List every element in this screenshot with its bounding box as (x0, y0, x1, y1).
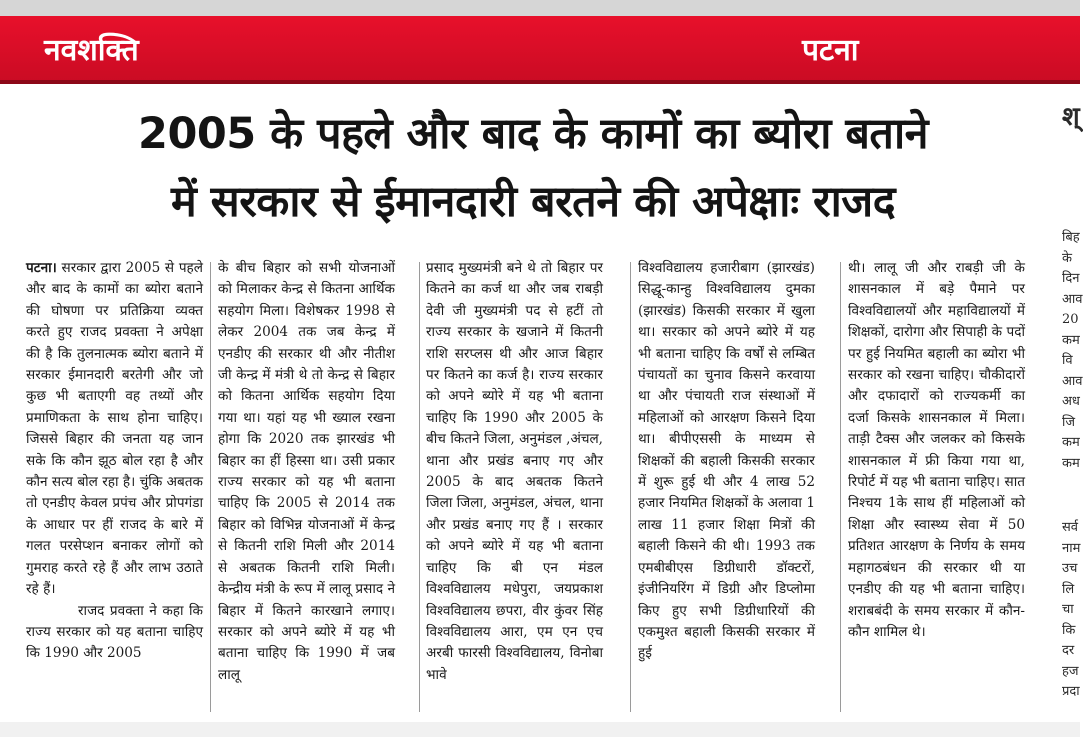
fragment-line: चा (1062, 602, 1074, 617)
article-body (26, 258, 1041, 713)
paragraph: के बीच बिहार को सभी योजनाओं को मिलाकर केन्द्र से कितना आर्थिक सहयोग मिला। विशेषकर 1998 से लेकर 2004 तक जब केन्द्र में एनडीए की सरकार थी और नीतीश जी केन्द्र में मंत्री थे तो केन्द्र से बिहार को कितना आर्थिक सहयोग दिया गया था। यहां यह भी ख्याल रखना होगा कि 2020 तक झारखंड भी बिहार का हीं हिस्सा था। उसी प्रकार राज्य सरकार को यह भी बताना चाहिए कि 2005 से 2014 तक बिहार को विभिन्न योजनाओं में केन्द्र से कितनी राशि मिली और 2014 से अबतक कितनी राशि मिली। केन्द्रीय मंत्री के रूप में लालू प्रसाद ने बिहार में कितने कारखाने लगाए। सरकार को अपने ब्योरे में यह भी बताना चाहिए कि 1990 में जब लालू (218, 260, 395, 683)
fragment-line: आव (1062, 373, 1083, 389)
fragment-line: सर्व (1062, 520, 1079, 535)
headline-line-2: में सरकार से ईमानदारी बरतने की अपेक्षाः राजद (170, 177, 896, 227)
fragment-gap (1062, 474, 1080, 518)
article-column-3 (426, 258, 603, 713)
fragment-line: दर (1062, 643, 1075, 658)
fragment-line: हज (1062, 663, 1079, 679)
page-bottom-band (0, 722, 1080, 737)
section-city: पटना (802, 33, 859, 68)
fragment-line: कम (1062, 435, 1080, 450)
fragment-line: प्रदा (1062, 684, 1080, 699)
fragment-line: अध (1062, 394, 1080, 409)
headline (18, 100, 1048, 236)
headline-line-1: 2005 के पहले और बाद के कामों का ब्योरा बताने (138, 109, 928, 159)
article-column-5 (848, 258, 1025, 713)
fragment-line: लि (1062, 581, 1075, 597)
paragraph: थी। लालू जी और राबड़ी जी के शासनकाल में बड़े पैमाने पर विश्वविद्यालयों और महाविद्यालयों में शिक्षकों, दारोगा और सिपाही के पदों पर हुई नियमित बहाली का ब्योरा भी सरकार को रखना चाहिए। चौकीदारों और दफादारों को राज्यकर्मी का दर्जा किसके शासनकाल में मिला। ताड़ी टैक्स और जलकर को किसके शासनकाल में फ्री किया गया था, रिपोर्ट में यह भी बताना चाहिए। सात निश्चय 1के साथ हीं महिलाओं को शिक्षा और स्वास्थ्य सेवा में 50 प्रतिशत आरक्षण के निर्णय के समय महागठबंधन की सरकार थी या एनडीए की यह भी बताना चाहिए। शराबबंदी के समय सरकार में कौन-कौन शामिल थे। (848, 260, 1025, 640)
fragment-line: नाम (1062, 540, 1081, 556)
fragment-line: कम (1062, 455, 1080, 471)
top-border (0, 0, 1080, 16)
adjacent-article-fragment (1062, 84, 1083, 724)
fragment-line: कम (1062, 332, 1080, 348)
adjacent-heading: श् (1062, 102, 1080, 132)
fragment-line: आव (1062, 291, 1083, 307)
fragment-line: कि (1062, 622, 1076, 638)
paragraph: विश्वविद्यालय हजारीबाग (झारखंड) सिद्धू-कान्हु विश्वविद्यालय दुमका (झारखंड) किसकी सरकार में खुला था। सरकार को अपने ब्योरे में यह भी बताना चाहिए कि वर्षों से लम्बित पंचायतों का चुनाव किसने करवाया था और पंचायती राज संस्थाओं में महिलाओं को आरक्षण किसने दिया था। बीपीएससी के माध्यम से शिक्षकों की बहाली किसकी सरकार में शुरू हुई थी और 4 लाख 52 हजार नियमित शिक्षकों के अलावा 1 लाख 11 हजार शिक्षा मित्रों की बहाली किसने की थी। 1993 तक एमबीबीएस डिग्रीधारी डॉक्टरों, इंजीनियरिंग में डिग्री और डिप्लोमा किए हुए सभी डिग्रीधारियों की एकमुश्त बहाली किसकी सरकार में हुई (638, 260, 815, 662)
fragment-line: बिह (1062, 230, 1080, 245)
fragment-line: दिन (1062, 271, 1080, 286)
dateline: पटना। (26, 260, 57, 276)
fragment-line: वि (1062, 353, 1073, 368)
fragment-line: के (1062, 250, 1072, 266)
fragment-line: जि (1062, 414, 1076, 430)
newspaper-brand: नवशक्ति (44, 33, 139, 68)
masthead-banner (0, 16, 1080, 84)
banner-stripe (0, 80, 1080, 84)
article-column-4 (638, 258, 815, 713)
paragraph: राजद प्रवक्ता ने कहा कि राज्य सरकार को यह बताना चाहिए कि 1990 और 2005 (26, 602, 203, 662)
fragment-line: उच (1062, 561, 1078, 576)
fragment-line: 20 (1062, 312, 1079, 327)
paragraph: प्रसाद मुख्यमंत्री बने थे तो बिहार पर कितने का कर्ज था और जब राबड़ी देवी जी मुख्यमंत्री पद से हटीं तो राज्य सरकार के खजाने में कितनी राशि सरप्लस थी और आज बिहार पर कितने का कर्ज है। राज्य सरकार को अपने ब्योरे में यह भी बताना चाहिए कि 1990 और 2005 के बीच कितने जिला, अनुमंडल ,अंचल, थाना और प्रखंड बनाए गए और 2005 के बाद अबतक कितने जिला जिला, अनुमंडल, अंचल, थाना और प्रखंड बनाए गए हैं । सरकार को अपने ब्योरे में यह भी बताना चाहिए कि बी एन मंडल विश्वविद्यालय मधेपुरा, जयप्रकाश विश्वविद्यालय छपरा, वीर कुंवर सिंह विश्वविद्यालय आरा, एम एन एच अरबी फारसी विश्वविद्यालय, विनोबा भावे (426, 260, 603, 683)
paragraph: सरकार द्वारा 2005 से पहले और बाद के कामों का ब्योरा बताने की घोषणा पर प्रतिक्रिया व्यक्त करते हुए राजद प्रवक्ता ने अपेक्षा की है कि तुलनात्मक ब्योरा बताने में सरकार ईमानदारी बरतेगी और जो कुछ भी बताएगी वह तथ्यों और प्रमाणिकता के साथ होना चाहिए। जिससे बिहार की जनता यह जान सके कि कौन झूठ बोल रहा है और कौन सत्य बोल रहा है। चुंकि अबतक तो एनडीए केवल प्रपंच और प्रोपगंडा के आधार पर हीं राजद के बारे में गलत परसेप्शन बनाकर लोगों को गुमराह करते रहे हैं और लाभ उठाते रहे हैं। (26, 260, 203, 598)
article-column-1 (26, 258, 203, 713)
article-column-2 (218, 258, 395, 713)
